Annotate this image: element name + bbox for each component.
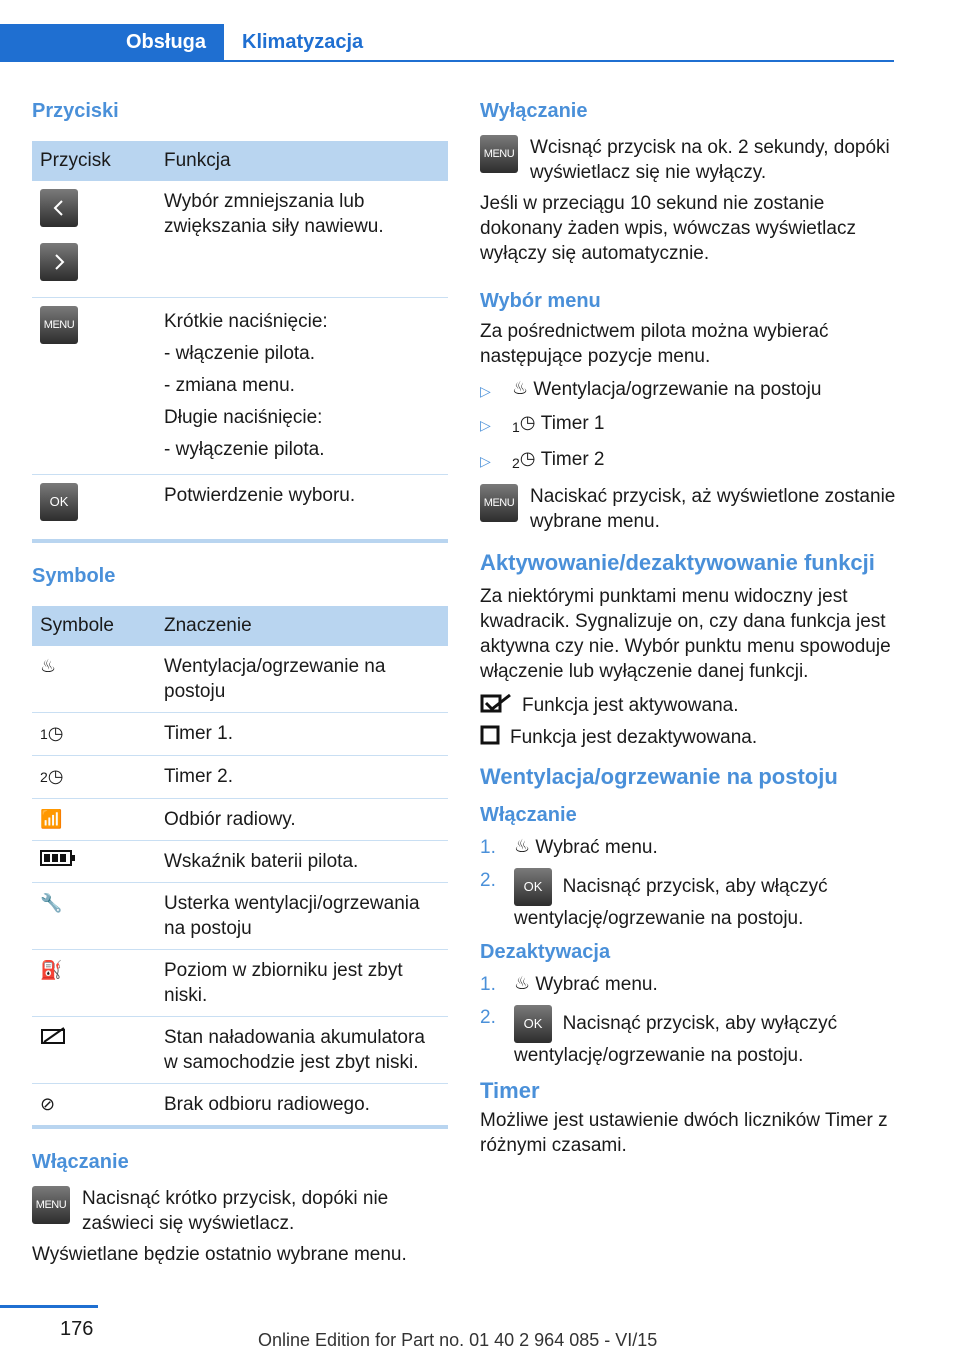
activation-text: Za niektórymi punktami menu widoczny jest kwadracik. Sygnalizuje on, czy dana funkcja jest aktywna czy nie. Wybór punktu menu spowoduje włączenie lub wyłączenie danej funkcji.: [480, 586, 891, 682]
car-battery-icon: [40, 1029, 68, 1050]
meaning-text: Timer 1.: [156, 713, 448, 756]
step-number: 2.: [480, 870, 496, 891]
table-row: [32, 1084, 448, 1128]
symbols-col-header: Symbole: [32, 606, 156, 646]
footer-divider: [0, 1305, 98, 1308]
edition-text: Online Edition for Part no. 01 40 2 964 085 - VI/15: [258, 1330, 658, 1350]
list-item: [480, 447, 896, 476]
heater-icon: ♨: [514, 973, 531, 993]
meaning-text: Stan naładowania akumulatora w samochodzie jest zbyt niski.: [156, 1017, 448, 1084]
timer-number: 2: [512, 455, 520, 471]
table-row: [32, 756, 448, 799]
list-item: [480, 868, 896, 931]
menu-key-icon: MENU: [32, 1186, 70, 1224]
ok-key-icon: OK: [40, 483, 78, 521]
activation-on-text: Funkcja jest aktywowana.: [522, 695, 739, 716]
menu-item-label: Wentylacja/ogrzewanie na postoju: [533, 379, 822, 400]
triangle-bullet-icon: ▷: [480, 383, 491, 399]
on-text: Nacisnąć krótko przycisk, dopóki nie zaświeci się wyświetlacz.: [82, 1188, 389, 1234]
ok-key-icon: OK: [514, 868, 552, 906]
function-text: Krótkie naciśnięcie:: [164, 311, 328, 332]
table-row: [32, 713, 448, 756]
function-text: Długie naciśnięcie:: [164, 407, 323, 428]
off-note: Jeśli w przeciągu 10 sekund nie zostanie dokonany żaden wpis, wówczas wyświetlacz wyłączy się automatycznie.: [480, 193, 856, 264]
timer-text: Możliwe jest ustawienie dwóch liczników Timer z różnymi czasami.: [480, 1110, 888, 1156]
table-row: [32, 181, 448, 298]
ok-key-icon: OK: [514, 1005, 552, 1043]
right-column: [480, 100, 896, 1158]
list-item: [480, 1005, 896, 1068]
step-number: 2.: [480, 1007, 496, 1028]
chevron-left-icon: [40, 189, 78, 227]
clock-icon: ◷: [519, 412, 536, 432]
list-item: [480, 972, 896, 997]
vent-on-heading: Włączanie: [480, 804, 577, 826]
timer-heading: Timer: [480, 1078, 540, 1103]
function-text: - wyłączenie pilota.: [164, 439, 325, 460]
step-text: Nacisnąć przycisk, aby włączyć wentylację/ogrzewanie na postoju.: [514, 876, 828, 929]
menu-key-icon: MENU: [480, 484, 518, 522]
function-text: Potwierdzenie wyboru.: [156, 475, 448, 542]
table-row: [32, 298, 448, 475]
table-row: [32, 799, 448, 841]
step-number: 1.: [480, 974, 496, 995]
triangle-bullet-icon: ▷: [480, 417, 491, 433]
page-number: 176: [60, 1318, 94, 1340]
menu-key-icon: MENU: [480, 135, 518, 173]
triangle-bullet-icon: ▷: [480, 453, 491, 469]
heater-icon: ♨: [514, 836, 531, 856]
clock-icon: ◷: [47, 723, 64, 743]
menu-list: [480, 377, 896, 476]
menu-item-label: Timer 2: [540, 449, 605, 470]
chevron-right-icon: [40, 243, 78, 281]
wrench-icon: 🔧: [40, 893, 63, 913]
vent-heading: Wentylacja/ogrzewanie na postoju: [480, 764, 838, 789]
menu-key-icon: MENU: [40, 306, 78, 344]
battery-icon: [40, 851, 76, 872]
on-heading: Włączanie: [32, 1151, 129, 1173]
symbols-table: [32, 606, 448, 1129]
function-col-header: Funkcja: [156, 141, 448, 181]
vent-off-steps: [480, 972, 896, 1068]
list-item: [480, 411, 896, 440]
meaning-text: Odbiór radiowy.: [156, 799, 448, 841]
meaning-text: Brak odbioru radiowego.: [156, 1084, 448, 1128]
buttons-heading: Przyciski: [32, 100, 119, 122]
heater-icon: ♨: [40, 656, 57, 676]
vent-off-heading: Dezaktywacja: [480, 941, 611, 963]
meaning-text: Poziom w zbiorniku jest zbyt niski.: [156, 950, 448, 1017]
on-note: Wyświetlane będzie ostatnio wybrane menu.: [32, 1244, 407, 1265]
step-text: Wybrać menu.: [535, 974, 658, 995]
table-row: [32, 950, 448, 1017]
step-text: Nacisnąć przycisk, aby wyłączyć wentylację/ogrzewanie na postoju.: [514, 1013, 838, 1066]
table-row: [32, 883, 448, 950]
timer-number: 1: [40, 726, 48, 742]
function-text: - zmiana menu.: [164, 375, 295, 396]
meaning-text: Wskaźnik baterii pilota.: [156, 841, 448, 883]
fuel-pump-icon: ⛽: [40, 960, 63, 980]
list-item: [480, 835, 896, 860]
table-row: [32, 1017, 448, 1084]
timer-number: 1: [512, 419, 520, 435]
function-text: Wybór zmniejszania lub zwiększania siły nawiewu.: [156, 181, 448, 298]
step-number: 1.: [480, 837, 496, 858]
vent-on-steps: [480, 835, 896, 931]
activation-heading: Aktywowanie/dezaktywowanie funkcji: [480, 550, 875, 575]
meaning-text: Timer 2.: [156, 756, 448, 799]
off-text: Wcisnąć przycisk na ok. 2 sekundy, dopóki wyświetlacz się nie wyłączy.: [530, 137, 890, 183]
function-text: - włączenie pilota.: [164, 343, 316, 364]
menu-press-text: Naciskać przycisk, aż wyświetlone zostanie wybrane menu.: [530, 486, 896, 532]
clock-icon: ◷: [519, 448, 536, 468]
menu-intro: Za pośrednictwem pilota można wybierać następujące pozycje menu.: [480, 321, 829, 367]
meaning-text: Wentylacja/ogrzewanie na postoju: [156, 646, 448, 713]
menu-item-label: Timer 1: [540, 413, 605, 434]
table-row: [32, 475, 448, 542]
meaning-text: Usterka wentylacji/ogrzewania na postoju: [156, 883, 448, 950]
buttons-col-header: Przycisk: [32, 141, 156, 181]
header: [0, 0, 960, 62]
menu-heading: Wybór menu: [480, 290, 601, 312]
tab-obsluga[interactable]: [0, 24, 224, 62]
antenna-icon: 📶: [40, 809, 63, 829]
left-column: [32, 100, 448, 1267]
tab-klimatyzacja[interactable]: [224, 24, 894, 62]
heater-icon: ♨: [512, 378, 529, 398]
step-text: Wybrać menu.: [535, 837, 658, 858]
tab-obsluga-label: Obsługa: [125, 31, 206, 53]
meaning-col-header: Znaczenie: [156, 606, 448, 646]
tab-klimatyzacja-label: Klimatyzacja: [242, 31, 364, 53]
table-row: [32, 841, 448, 883]
symbols-heading: Symbole: [32, 565, 116, 587]
list-item: [480, 377, 896, 404]
buttons-table: [32, 141, 448, 543]
clock-icon: ◷: [47, 766, 64, 786]
activation-off-text: Funkcja jest dezaktywowana.: [510, 727, 758, 748]
table-row: [32, 646, 448, 713]
off-heading: Wyłączanie: [480, 100, 588, 122]
no-signal-icon: ⊘: [40, 1094, 56, 1114]
checkbox-empty-icon: [480, 725, 500, 750]
timer-number: 2: [40, 769, 48, 785]
checkbox-checked-icon: [480, 692, 512, 719]
